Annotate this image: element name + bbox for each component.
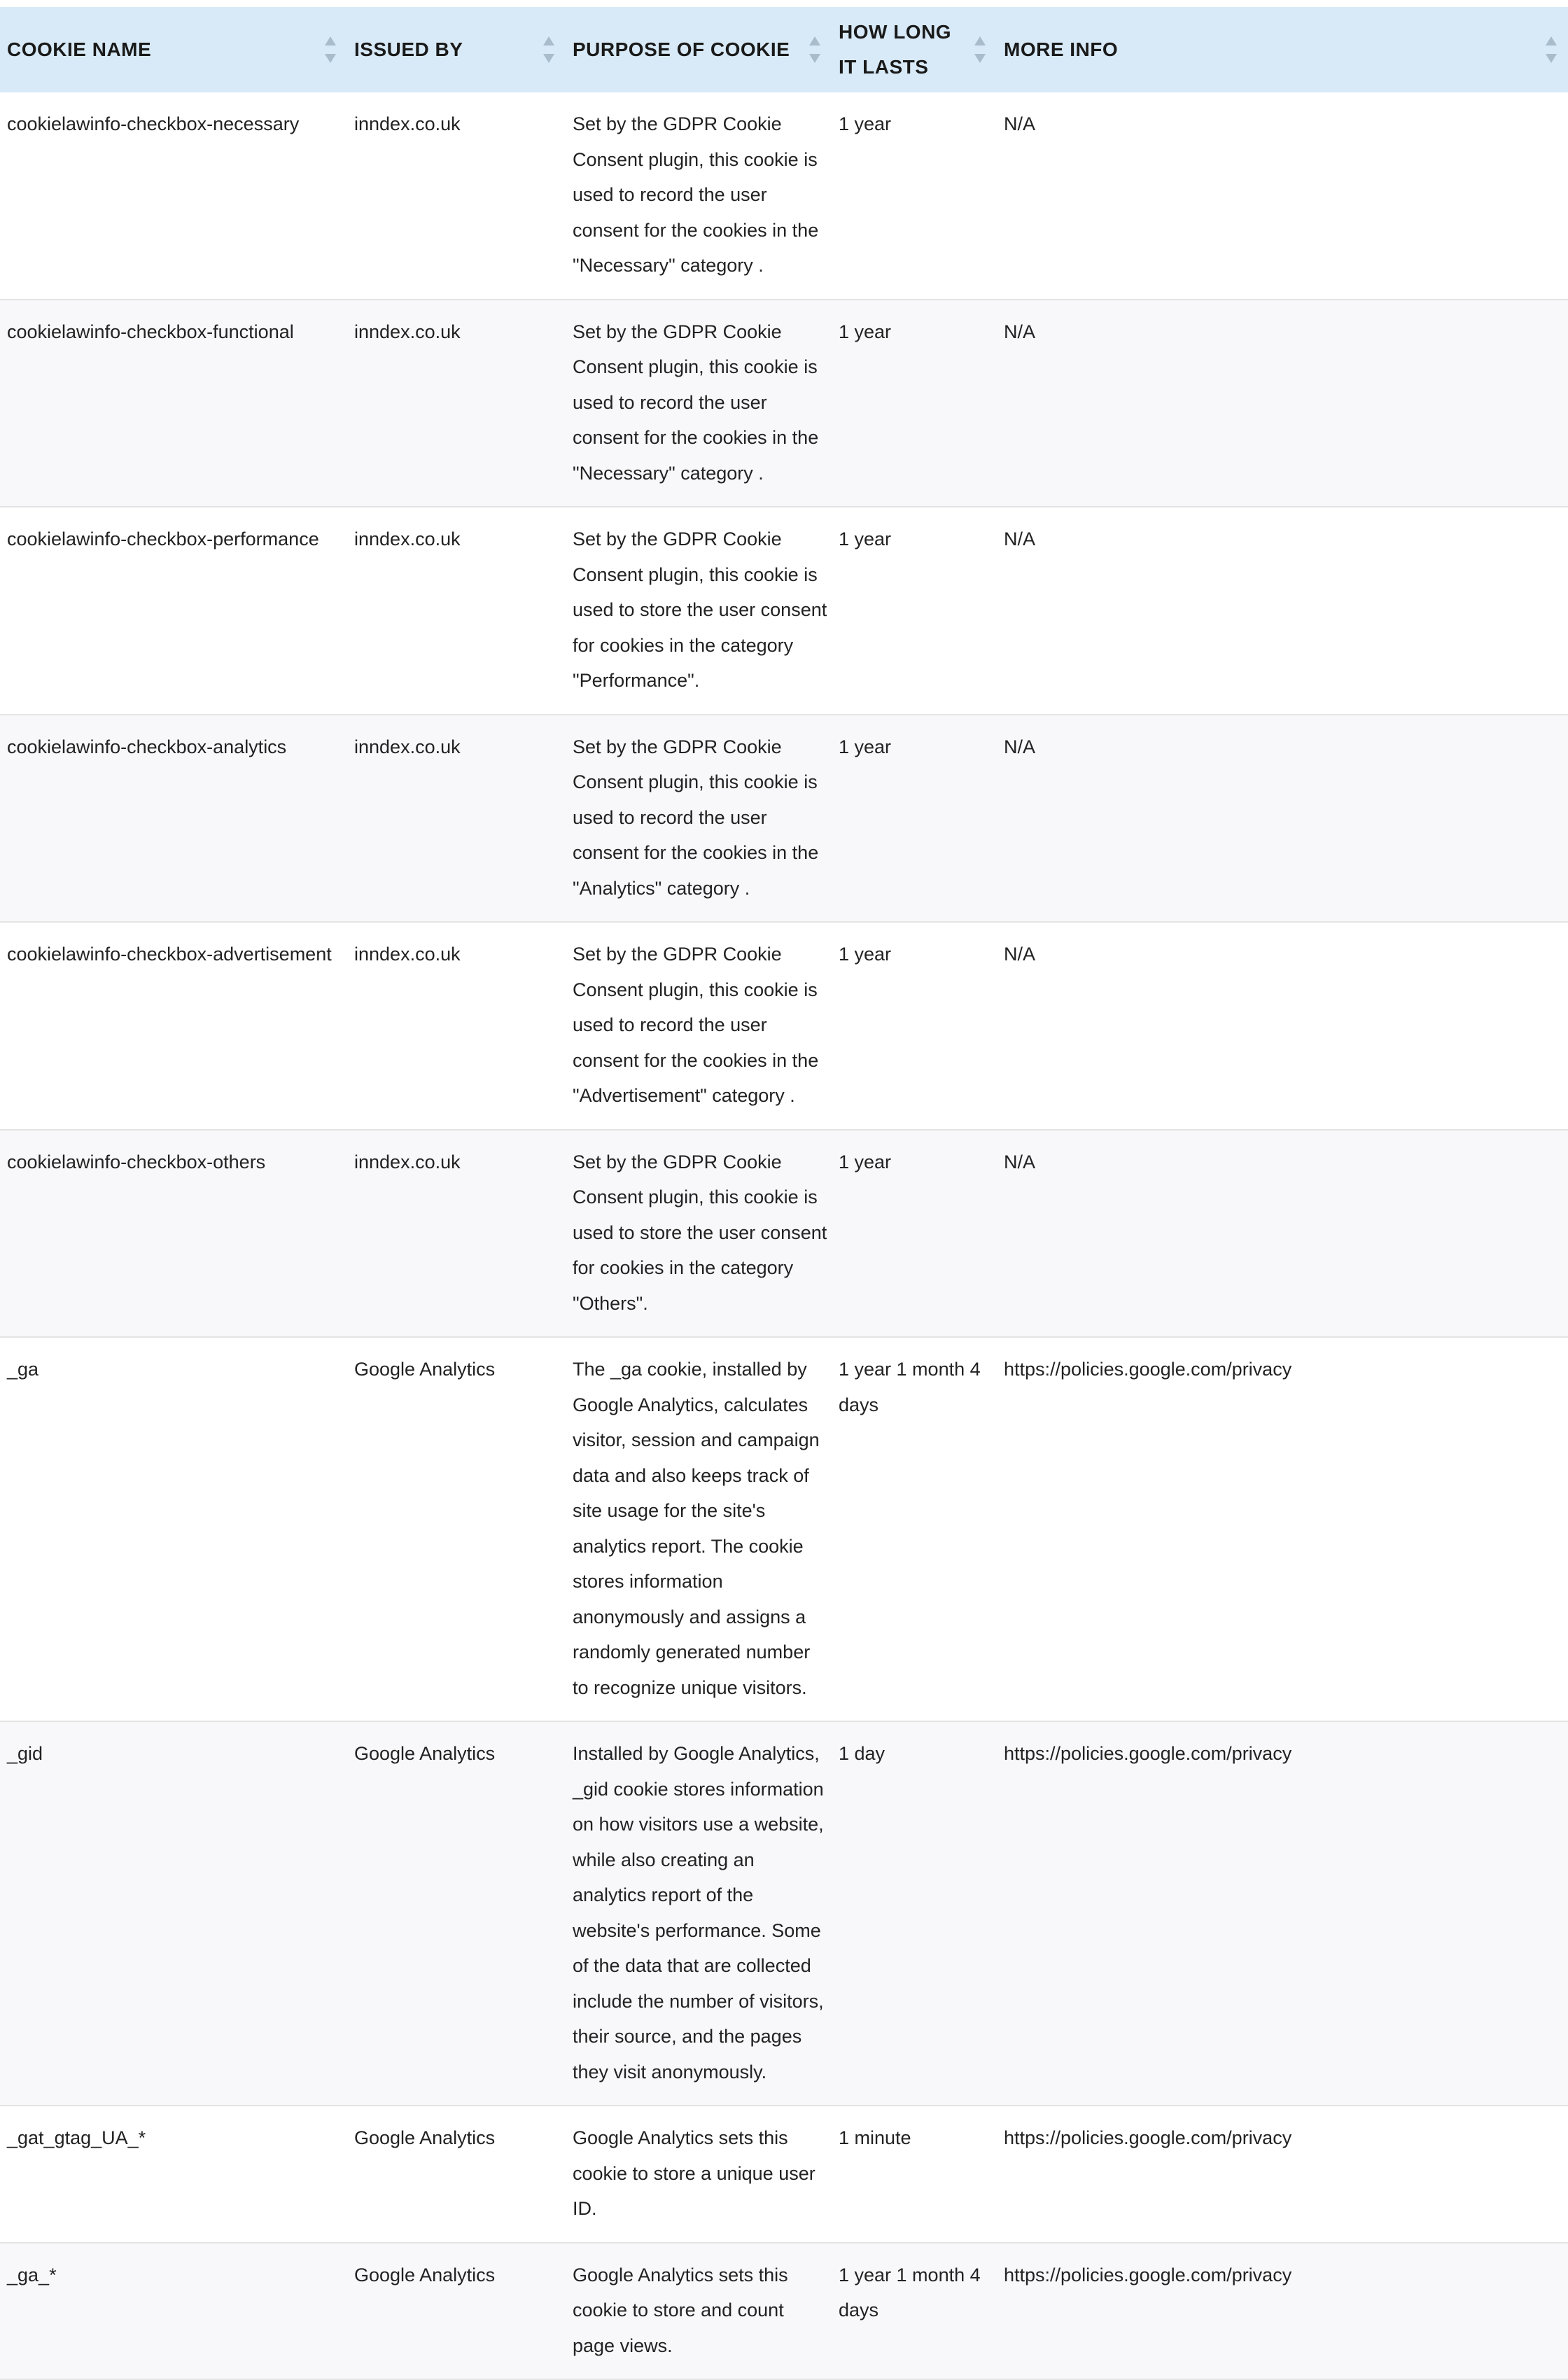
table-row: [0, 1130, 1568, 1338]
duration-cell: 1 year 1 month 4 days: [839, 1359, 981, 1415]
duration-cell: 1 year: [839, 736, 892, 757]
table-header: [0, 7, 1568, 92]
cookie-name-cell: _gid: [7, 1743, 43, 1764]
more-info-cell: [997, 2243, 1568, 2380]
sort-icon[interactable]: [323, 34, 337, 65]
column-header-more-info[interactable]: [997, 7, 1568, 92]
header-row: [0, 7, 1568, 92]
purpose-cell: Installed by Google Analytics, _gid cookie stores information on how visitors use a website, while also creating an analytics report of the website's performance. Some of the data that are collected include the number of visitors, their source, and the pages they visit anonymously.: [573, 1743, 824, 2082]
issued-by-cell: inndex.co.uk: [354, 1151, 461, 1172]
more-info-cell: [997, 1721, 1568, 2106]
cookie-name-cell: cookielawinfo-checkbox-others: [7, 1151, 266, 1172]
column-header-label: MORE INFO: [1004, 38, 1119, 60]
issued-by-cell: Google Analytics: [354, 2264, 496, 2286]
column-header-cookie-name[interactable]: [0, 7, 347, 92]
purpose-cell: Set by the GDPR Cookie Consent plugin, this cookie is used to record the user consent for the cookies in the "Necessary" category .: [573, 113, 819, 276]
purpose-cell: Google Analytics sets this cookie to store a unique user ID.: [573, 2127, 816, 2219]
table-row: [0, 715, 1568, 923]
duration-cell: 1 year: [839, 944, 892, 965]
issued-by-cell: inndex.co.uk: [354, 321, 461, 342]
column-header-issued-by[interactable]: [347, 7, 566, 92]
duration-cell: 1 year: [839, 321, 892, 342]
privacy-policy-link[interactable]: https://policies.google.com/privacy: [1004, 1359, 1292, 1380]
table-row: [0, 2106, 1568, 2243]
issued-by-cell: inndex.co.uk: [354, 944, 461, 965]
table-row: [0, 1721, 1568, 2106]
cookie-name-cell: _ga: [7, 1359, 39, 1380]
duration-cell: 1 year: [839, 1151, 892, 1172]
cookie-name-cell: cookielawinfo-checkbox-advertisement: [7, 944, 332, 965]
purpose-cell: Set by the GDPR Cookie Consent plugin, this cookie is used to store the user consent for cookies in the category "Performance".: [573, 528, 827, 691]
privacy-policy-link[interactable]: https://policies.google.com/privacy: [1004, 2264, 1292, 2286]
duration-cell: 1 day: [839, 1743, 886, 1764]
more-info-cell: N/A: [1004, 321, 1036, 342]
column-header-how-long[interactable]: [832, 7, 997, 92]
table-body: [0, 92, 1568, 2379]
privacy-policy-link[interactable]: https://policies.google.com/privacy: [1004, 1743, 1292, 1764]
more-info-cell: N/A: [1004, 1151, 1036, 1172]
table-row: [0, 2243, 1568, 2380]
purpose-cell: Set by the GDPR Cookie Consent plugin, this cookie is used to store the user consent for cookies in the category "Others".: [573, 1151, 827, 1314]
table-row: [0, 92, 1568, 300]
column-header-purpose[interactable]: [566, 7, 832, 92]
duration-cell: 1 year: [839, 113, 892, 134]
cookie-name-cell: cookielawinfo-checkbox-analytics: [7, 736, 287, 757]
purpose-cell: Set by the GDPR Cookie Consent plugin, this cookie is used to record the user consent for the cookies in the "Advertisement" category .: [573, 944, 819, 1106]
issued-by-cell: inndex.co.uk: [354, 736, 461, 757]
more-info-cell: [997, 2106, 1568, 2243]
table-row: [0, 300, 1568, 507]
purpose-cell: Set by the GDPR Cookie Consent plugin, this cookie is used to record the user consent for the cookies in the "Analytics" category .: [573, 736, 819, 899]
duration-cell: 1 year: [839, 528, 892, 550]
cookie-name-cell: _ga_*: [7, 2264, 57, 2286]
sort-icon[interactable]: [542, 34, 556, 65]
cookie-name-cell: _gat_gtag_UA_*: [7, 2127, 146, 2148]
sort-icon[interactable]: [1544, 34, 1558, 65]
duration-cell: 1 minute: [839, 2127, 911, 2148]
table-row: [0, 507, 1568, 715]
issued-by-cell: Google Analytics: [354, 1359, 496, 1380]
privacy-policy-link[interactable]: https://policies.google.com/privacy: [1004, 2127, 1292, 2148]
sort-icon[interactable]: [973, 34, 987, 65]
more-info-cell: [997, 1337, 1568, 1721]
more-info-cell: N/A: [1004, 113, 1036, 134]
issued-by-cell: inndex.co.uk: [354, 528, 461, 550]
cookie-name-cell: cookielawinfo-checkbox-functional: [7, 321, 294, 342]
sort-icon[interactable]: [808, 34, 822, 65]
table-row: [0, 1337, 1568, 1721]
duration-cell: 1 year 1 month 4 days: [839, 2264, 981, 2320]
issued-by-cell: inndex.co.uk: [354, 113, 461, 134]
more-info-cell: N/A: [1004, 944, 1036, 965]
purpose-cell: Google Analytics sets this cookie to store and count page views.: [573, 2264, 788, 2356]
cookie-name-cell: cookielawinfo-checkbox-necessary: [7, 113, 300, 134]
table-row: [0, 922, 1568, 1130]
issued-by-cell: Google Analytics: [354, 2127, 496, 2148]
column-header-label: HOW LONG IT LASTS: [839, 21, 952, 78]
more-info-cell: N/A: [1004, 736, 1036, 757]
column-header-label: ISSUED BY: [354, 38, 463, 60]
column-header-label: PURPOSE OF COOKIE: [573, 38, 790, 60]
cookie-name-cell: cookielawinfo-checkbox-performance: [7, 528, 319, 550]
issued-by-cell: Google Analytics: [354, 1743, 496, 1764]
purpose-cell: Set by the GDPR Cookie Consent plugin, this cookie is used to record the user consent for the cookies in the "Necessary" category .: [573, 321, 819, 484]
more-info-cell: N/A: [1004, 528, 1036, 550]
cookie-table: [0, 7, 1568, 2380]
column-header-label: COOKIE NAME: [7, 38, 152, 60]
purpose-cell: The _ga cookie, installed by Google Analytics, calculates visitor, session and campaign data and also keeps track of site usage for the site's analytics report. The cookie stores information anonymously and assigns a randomly generated number to recognize unique visitors.: [573, 1359, 820, 1698]
